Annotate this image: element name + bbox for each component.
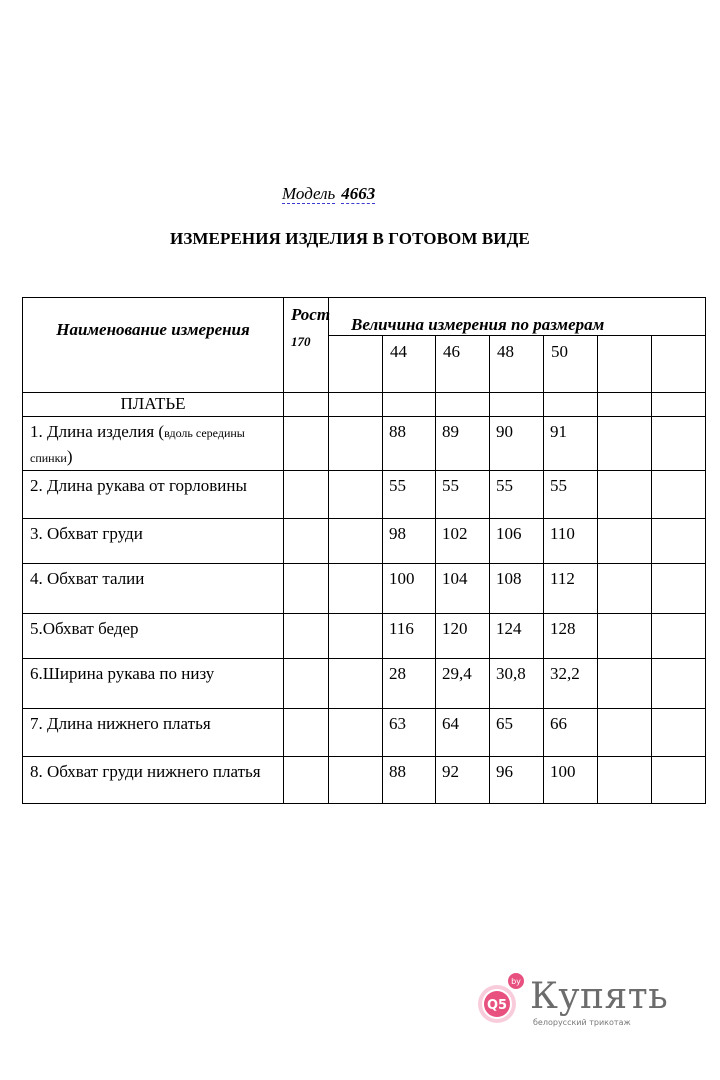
empty-cell [329,757,383,804]
header-sizes-cell [329,298,706,336]
measurement-value: 66 [544,709,598,757]
logo-by: by [511,977,521,986]
empty-cell [490,393,544,417]
measurement-value: 55 [544,471,598,519]
empty-cell [652,709,706,757]
logo-brand: Купять [530,976,669,1017]
empty-cell [329,519,383,564]
empty-cell [598,614,652,659]
empty-cell [284,614,329,659]
table-row [23,471,706,519]
measurement-value: 124 [490,614,544,659]
measurement-value: 100 [544,757,598,804]
measurement-value: 91 [544,417,598,471]
measurement-value: 112 [544,564,598,614]
measurement-value: 128 [544,614,598,659]
measurement-value: 98 [383,519,436,564]
table-row [23,417,706,471]
empty-cell [652,393,706,417]
size-header: 50 [544,336,598,393]
measurement-name: 8. Обхват груди нижнего платья [23,757,284,804]
measurement-value: 100 [383,564,436,614]
logo-badge-icon [470,972,530,1032]
table-row [23,614,706,659]
empty-cell [284,564,329,614]
measurement-value: 106 [490,519,544,564]
measurement-value: 90 [490,417,544,471]
empty-cell [284,393,329,417]
measurements-table [22,297,706,804]
empty-cell [329,471,383,519]
logo-tagline: белорусский трикотаж [533,1018,631,1027]
measurement-name: 1. Длина изделия (вдоль середины спинки) [23,417,284,471]
measurement-value: 32,2 [544,659,598,709]
empty-cell [329,659,383,709]
empty-cell [383,393,436,417]
measurement-name: 2. Длина рукава от горловины [23,471,284,519]
empty-cell [329,614,383,659]
measurement-value: 92 [436,757,490,804]
section-title: ПЛАТЬЕ [23,393,284,417]
model-heading [282,184,375,204]
empty-cell [598,471,652,519]
header-rost: Рост [291,305,331,324]
empty-cell [652,471,706,519]
empty-cell [598,393,652,417]
measurement-value: 89 [436,417,490,471]
measurement-value: 55 [383,471,436,519]
measurement-name: 7. Длина нижнего платья [23,709,284,757]
measurement-name: 4. Обхват талии [23,564,284,614]
measurement-value: 29,4 [436,659,490,709]
header-sizes: Величина измерения по размерам [351,315,605,334]
empty-cell [284,519,329,564]
header-rost-value: 170 [291,334,311,349]
empty-cell [652,564,706,614]
empty-cell [652,757,706,804]
empty-cell [598,519,652,564]
model-number: 4663 [341,184,376,203]
measurement-value: 65 [490,709,544,757]
empty-cell [598,564,652,614]
size-header: 44 [383,336,436,393]
table-row [23,564,706,614]
table-row [23,709,706,757]
empty-cell [652,614,706,659]
measurement-value: 64 [436,709,490,757]
brand-logo [470,972,680,1032]
measurement-value: 116 [383,614,436,659]
measurement-name: 5.Обхват бедер [23,614,284,659]
measurement-value: 88 [383,757,436,804]
header-name: Наименование измерения [56,320,250,339]
size-cell-empty [652,336,706,393]
size-header: 48 [490,336,544,393]
measurement-value: 28 [383,659,436,709]
empty-cell [329,564,383,614]
measurement-value: 110 [544,519,598,564]
measurement-value: 104 [436,564,490,614]
logo-badge-text: Q5 [486,998,508,1013]
empty-cell [598,417,652,471]
empty-cell [436,393,490,417]
measurement-value: 102 [436,519,490,564]
measurement-name: 3. Обхват груди [23,519,284,564]
empty-cell [544,393,598,417]
empty-cell [652,417,706,471]
header-name-cell [23,298,284,393]
measurement-value: 30,8 [490,659,544,709]
table-row [23,659,706,709]
size-cell-empty [329,336,383,393]
empty-cell [598,659,652,709]
empty-cell [652,519,706,564]
empty-cell [598,709,652,757]
table-row [23,519,706,564]
measurement-value: 63 [383,709,436,757]
measurement-value: 108 [490,564,544,614]
empty-cell [329,417,383,471]
empty-cell [329,709,383,757]
size-cell-empty [598,336,652,393]
measurement-value: 55 [490,471,544,519]
empty-cell [329,393,383,417]
empty-cell [284,659,329,709]
empty-cell [284,757,329,804]
measurement-value: 55 [436,471,490,519]
header-rost-cell [284,298,329,393]
empty-cell [598,757,652,804]
model-label: Модель [282,184,336,203]
empty-cell [652,659,706,709]
measurement-value: 120 [436,614,490,659]
document-title: ИЗМЕРЕНИЯ ИЗДЕЛИЯ В ГОТОВОМ ВИДЕ [170,229,530,248]
empty-cell [284,471,329,519]
size-header: 46 [436,336,490,393]
measurement-value: 96 [490,757,544,804]
measurement-name: 6.Ширина рукава по низу [23,659,284,709]
table-row [23,757,706,804]
measurement-value: 88 [383,417,436,471]
empty-cell [284,709,329,757]
empty-cell [284,417,329,471]
